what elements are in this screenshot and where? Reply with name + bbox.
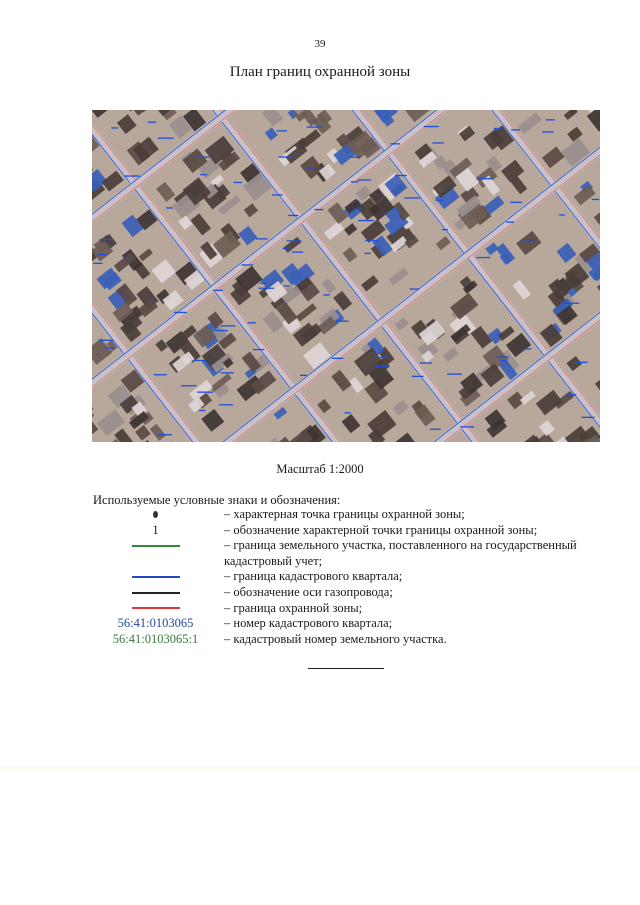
line-symbol-icon: [132, 592, 180, 594]
legend: [93, 507, 603, 647]
legend-symbol: [93, 538, 218, 554]
point-marker-icon: [153, 511, 158, 518]
legend-description: – обозначение оси газопровода;: [224, 584, 393, 599]
legend-symbol: [93, 585, 218, 601]
legend-description: – граница земельного участка, поставленного на государственный кадастровый учет;: [224, 538, 577, 568]
legend-description: – кадастровый номер земельного участка.: [224, 631, 447, 646]
legend-title: Используемые условные знаки и обозначения:: [93, 493, 341, 507]
legend-symbol: [93, 507, 218, 523]
closing-rule: [308, 668, 384, 669]
legend-item: [93, 538, 603, 569]
page-title: План границ охранной зоны: [229, 64, 411, 80]
legend-description: – номер кадастрового квартала;: [224, 616, 393, 631]
legend-symbol: [93, 601, 218, 617]
line-symbol-icon: [132, 576, 180, 578]
scale-label: Масштаб 1:2000: [276, 462, 364, 476]
scan-artifact: [0, 766, 640, 770]
legend-item: [93, 585, 603, 601]
legend-description: – граница кадастрового квартала;: [224, 569, 403, 584]
legend-item: [93, 616, 603, 632]
legend-symbol: [93, 632, 218, 648]
legend-description: – характерная точка границы охранной зоны;: [224, 507, 465, 521]
line-symbol-icon: [132, 545, 180, 547]
legend-description: – граница охранной зоны;: [224, 600, 363, 615]
legend-item: [93, 507, 603, 523]
legend-symbol-text: 56:41:0103065: [117, 616, 194, 631]
legend-symbol-text: 1: [152, 522, 159, 537]
page-number: 39: [314, 38, 326, 50]
legend-symbol: [93, 569, 218, 585]
line-symbol-icon: [132, 607, 180, 609]
legend-item: [93, 569, 603, 585]
legend-symbol: [93, 523, 218, 539]
legend-item: [93, 523, 603, 539]
legend-item: [93, 601, 603, 617]
legend-description: – обозначение характерной точки границы охранной зоны;: [224, 522, 538, 537]
legend-item: [93, 632, 603, 648]
satellite-map-image: [92, 110, 600, 442]
legend-symbol-text: 56:41:0103065:1: [112, 631, 199, 646]
legend-symbol: [93, 616, 218, 632]
